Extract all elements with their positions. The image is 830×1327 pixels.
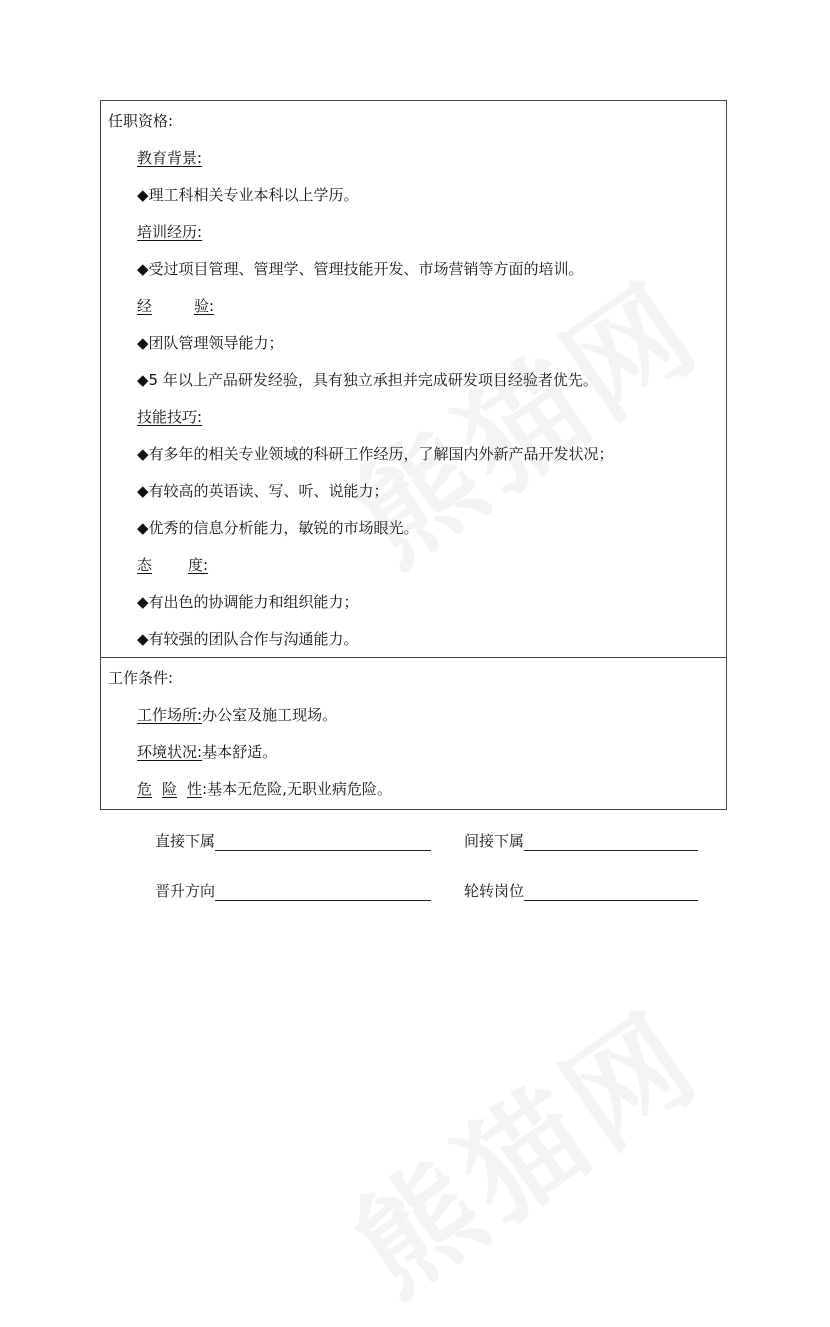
workplace-label: 工作场所:: [137, 706, 203, 724]
qualifications-heading: 任职资格:: [108, 112, 174, 130]
experience-label-part1: 经: [137, 297, 153, 315]
danger-label-b: 险: [162, 780, 178, 798]
experience-item: ◆团队管理领导能力；: [137, 334, 284, 352]
direct-subordinate-row: [155, 831, 431, 851]
indirect-subordinate-blank[interactable]: [524, 832, 698, 851]
conditions-heading: 工作条件:: [108, 669, 174, 687]
environment-label: 环境状况:: [137, 743, 203, 761]
attitude-label-part2: 度:: [188, 556, 209, 574]
experience-item: ◆5 年以上产品研发经验，具有独立承担并完成研发项目经验者优先。: [137, 371, 598, 389]
watermark: [315, 965, 728, 1326]
danger-label-a: 危: [137, 780, 153, 798]
skills-item: ◆有较高的英语读、写、听、说能力；: [137, 482, 389, 500]
rotation-row: [464, 881, 698, 901]
indirect-subordinate-row: [464, 831, 698, 851]
skills-label: 技能技巧:: [137, 408, 203, 426]
education-item: ◆理工科相关专业本科以上学历。: [137, 186, 359, 204]
indirect-subordinate-label: 间接下属: [464, 832, 525, 850]
attitude-item: ◆有出色的协调能力和组织能力；: [137, 593, 359, 611]
experience-label: [137, 296, 215, 316]
direct-subordinate-label: 直接下属: [155, 832, 216, 850]
promotion-label: 晋升方向: [155, 882, 216, 900]
attitude-label: [137, 555, 209, 575]
workplace-row: [137, 705, 337, 725]
attitude-item: ◆有较强的团队合作与沟通能力。: [137, 630, 359, 648]
danger-row: [137, 779, 392, 799]
rotation-blank[interactable]: [524, 882, 698, 901]
training-item: ◆受过项目管理、管理学、管理技能开发、市场营销等方面的培训。: [137, 260, 584, 278]
danger-value: 基本无危险,无职业病危险。: [207, 780, 392, 798]
attitude-label-part1: 态: [137, 556, 153, 574]
workplace-value: 办公室及施工现场。: [202, 706, 338, 724]
experience-label-part2: 验:: [194, 297, 215, 315]
promotion-blank[interactable]: [215, 882, 431, 901]
environment-value: 基本舒适。: [202, 743, 278, 761]
promotion-row: [155, 881, 431, 901]
skills-item: ◆有多年的相关专业领域的科研工作经历，了解国内外新产品开发状况；: [137, 445, 614, 463]
education-label: 教育背景:: [137, 149, 203, 167]
danger-label-c: 性: [187, 780, 203, 798]
environment-row: [137, 742, 277, 762]
direct-subordinate-blank[interactable]: [215, 832, 431, 851]
training-label: 培训经历:: [137, 223, 203, 241]
danger-label: [137, 780, 202, 798]
danger-colon: :: [202, 780, 208, 798]
skills-item: ◆优秀的信息分析能力，敏锐的市场眼光。: [137, 519, 419, 537]
rotation-label: 轮转岗位: [464, 882, 525, 900]
